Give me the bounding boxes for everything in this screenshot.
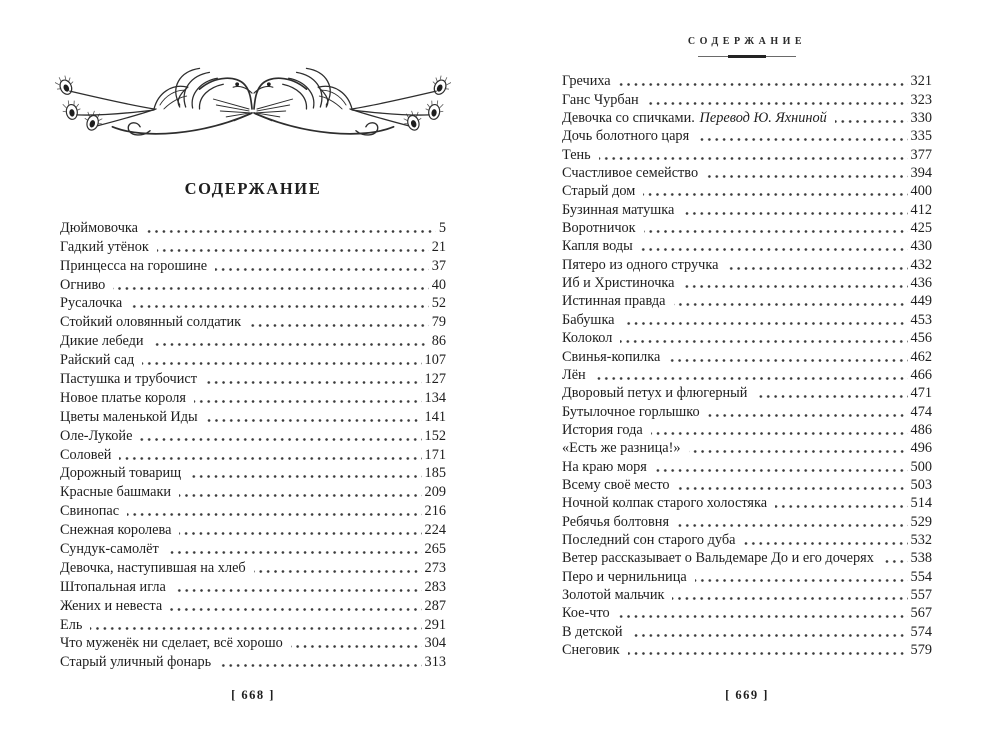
leader-dots <box>152 343 429 346</box>
entry-title: «Есть же разница!» <box>562 440 681 457</box>
leader-dots <box>157 249 429 252</box>
entry-page-number: 574 <box>910 623 932 640</box>
leader-dots <box>618 615 908 618</box>
entry-page-number: 330 <box>910 110 932 127</box>
toc-entry <box>562 439 932 457</box>
page-number-right: [ 669 ] <box>725 688 769 702</box>
toc-entry <box>562 384 932 402</box>
leader-dots <box>689 450 908 453</box>
toc-entry <box>562 274 932 292</box>
toc-entry <box>60 464 446 483</box>
entry-title: Дорожный товарищ <box>60 465 182 482</box>
toc-entry <box>562 402 932 420</box>
leader-dots <box>215 268 429 271</box>
leader-dots <box>775 505 907 508</box>
entry-title: Русалочка <box>60 295 123 312</box>
entry-title: Иб и Христиночка <box>562 275 675 292</box>
leader-dots <box>697 138 907 141</box>
entry-title: Цветы маленькой Иды <box>60 408 198 425</box>
leader-dots <box>628 652 908 655</box>
entry-title: Старый уличный фонарь <box>60 654 212 671</box>
entry-page-number: 377 <box>910 146 932 163</box>
entry-title: Штопальная игла <box>60 578 166 595</box>
entry-page-number: 579 <box>910 642 932 658</box>
entry-title: Снеговик <box>562 642 620 658</box>
toc-entry <box>60 577 446 596</box>
toc-entry <box>60 596 446 615</box>
entry-page-number: 496 <box>910 440 932 457</box>
entry-title: Девочка со спичками. <box>562 110 695 127</box>
entry-page-number: 291 <box>424 616 446 633</box>
entry-title: Счастливое семейство <box>562 165 699 182</box>
entry-title: Истинная правда <box>562 293 666 310</box>
toc-entry <box>562 421 932 439</box>
leader-dots <box>668 359 907 362</box>
leader-dots <box>179 494 421 497</box>
toc-entry <box>60 350 446 369</box>
toc-entry <box>562 567 932 585</box>
entry-title: Дикие лебеди <box>60 333 144 350</box>
right-page <box>562 0 932 750</box>
leader-dots <box>249 324 429 327</box>
leader-dots <box>594 377 908 380</box>
page-number-left: [ 668 ] <box>231 688 275 702</box>
leader-dots <box>113 287 428 290</box>
entry-page-number: 449 <box>910 293 932 310</box>
toc-entry <box>562 310 932 328</box>
toc-entry <box>562 219 932 237</box>
toc-entry <box>562 164 932 182</box>
entry-page-number: 209 <box>424 484 446 501</box>
leader-dots <box>194 400 422 403</box>
leader-dots <box>651 432 908 435</box>
entry-page-number: 313 <box>424 654 446 671</box>
entry-title: Дворовый петух и флюгерный <box>562 385 748 402</box>
toc-entry <box>60 294 446 313</box>
entry-page-number: 5 <box>438 219 446 236</box>
toc-entry <box>60 388 446 407</box>
toc-entry <box>562 604 932 622</box>
entry-title: Колокол <box>562 330 613 347</box>
running-head: СОДЕРЖАНИЕ <box>687 36 807 47</box>
entry-title: Новое платье короля <box>60 389 187 406</box>
entry-title: Воротничок <box>562 220 636 237</box>
leader-dots <box>695 579 908 582</box>
entry-title: Тень <box>562 146 591 163</box>
entry-page-number: 456 <box>910 330 932 347</box>
entry-title: Последний сон старого дуба <box>562 531 736 548</box>
entry-page-number: 554 <box>910 568 932 585</box>
leader-dots <box>882 560 908 563</box>
entry-page-number: 287 <box>424 597 446 614</box>
leader-dots <box>291 645 422 648</box>
entry-title: Бузинная матушка <box>562 201 675 218</box>
leader-dots <box>127 513 421 516</box>
entry-title: Пастушка и трубочист <box>60 371 197 388</box>
leader-dots <box>146 230 436 233</box>
leader-dots <box>189 475 421 478</box>
entry-page-number: 432 <box>910 256 932 273</box>
toc-entry <box>60 426 446 445</box>
leader-dots <box>743 542 907 545</box>
entry-page-number: 462 <box>910 348 932 365</box>
entry-title: Девочка, наступившая на хлеб <box>60 559 246 576</box>
leader-dots <box>708 414 908 417</box>
entry-title: Дочь болотного царя <box>562 128 690 145</box>
toc-entry <box>562 145 932 163</box>
leader-dots <box>672 597 907 600</box>
leader-dots <box>655 469 908 472</box>
toc-entry <box>562 292 932 310</box>
entry-page-number: 79 <box>431 314 446 331</box>
leader-dots <box>140 438 421 441</box>
entry-title: Свинопас <box>60 503 120 520</box>
toc-entry <box>60 482 446 501</box>
entry-title: Пятеро из одного стручка <box>562 256 719 273</box>
toc-entry <box>60 501 446 520</box>
entry-page-number: 21 <box>431 238 446 255</box>
running-head-rule <box>698 55 796 58</box>
entry-page-number: 503 <box>910 476 932 493</box>
entry-title: История года <box>562 421 643 438</box>
leader-dots <box>254 570 422 573</box>
toc-entry <box>562 90 932 108</box>
entry-page-number: 52 <box>431 295 446 312</box>
leader-dots <box>167 551 422 554</box>
toc-entry <box>60 237 446 256</box>
entry-page-number: 471 <box>910 385 932 402</box>
toc-entry <box>562 549 932 567</box>
toc-entry <box>562 255 932 273</box>
leader-dots <box>706 175 907 178</box>
entry-page-number: 283 <box>424 578 446 595</box>
entry-title: Золотой мальчик <box>562 586 665 603</box>
entry-title: Оле-Лукойе <box>60 427 133 444</box>
toc-entry <box>60 615 446 634</box>
leader-dots <box>755 395 907 398</box>
entry-title: Снежная королева <box>60 522 172 539</box>
entry-title: Сундук-самолёт <box>60 541 159 558</box>
entry-page-number: 529 <box>910 513 932 530</box>
entry-title: Огниво <box>60 276 106 293</box>
leader-dots <box>674 303 908 306</box>
leader-dots <box>620 340 907 343</box>
entry-page-number: 394 <box>910 165 932 182</box>
leader-dots <box>170 608 421 611</box>
toc-entry <box>562 366 932 384</box>
entry-title: Лён <box>562 366 586 383</box>
toc-entry <box>60 520 446 539</box>
entry-page-number: 141 <box>424 408 446 425</box>
entry-page-number: 107 <box>424 352 446 369</box>
entry-translator-note: Перевод Ю. Яхниной <box>699 110 827 127</box>
leader-dots <box>130 305 428 308</box>
entry-title: Райский сад <box>60 352 135 369</box>
entry-page-number: 500 <box>910 458 932 475</box>
entry-title: На краю моря <box>562 458 647 475</box>
leader-dots <box>619 83 908 86</box>
entry-page-number: 224 <box>424 522 446 539</box>
leader-dots <box>677 524 908 527</box>
toc-entry <box>562 200 932 218</box>
entry-title: Соловей <box>60 446 112 463</box>
entry-title: Капля воды <box>562 238 633 255</box>
leader-dots <box>623 322 908 325</box>
leader-dots <box>174 589 422 592</box>
entry-page-number: 412 <box>910 201 932 218</box>
entry-page-number: 532 <box>910 531 932 548</box>
toc-entry <box>562 237 932 255</box>
entry-title: Старый дом <box>562 183 636 200</box>
contents-title: СОДЕРЖАНИЕ <box>184 179 322 198</box>
leader-dots <box>678 487 908 490</box>
leader-dots <box>219 664 421 667</box>
entry-page-number: 538 <box>910 550 932 567</box>
entry-page-number: 86 <box>431 333 446 350</box>
toc-entry <box>60 445 446 464</box>
toc-entry <box>60 558 446 577</box>
toc-entry <box>60 407 446 426</box>
entry-title: Стойкий оловянный солдатик <box>60 314 242 331</box>
entry-title: Кое-что <box>562 605 610 622</box>
entry-title: Всему своё место <box>562 476 670 493</box>
leader-dots <box>142 362 421 365</box>
entry-page-number: 37 <box>431 257 446 274</box>
entry-page-number: 466 <box>910 366 932 383</box>
entry-page-number: 425 <box>910 220 932 237</box>
toc-entry <box>562 494 932 512</box>
entry-title: Жених и невеста <box>60 597 163 614</box>
leader-dots <box>835 120 908 123</box>
entry-page-number: 335 <box>910 128 932 145</box>
leader-dots <box>206 419 422 422</box>
leader-dots <box>205 381 422 384</box>
entry-title: Бутылочное горлышко <box>562 403 700 420</box>
leader-dots <box>726 267 907 270</box>
toc-entry <box>60 218 446 237</box>
entry-title: Ель <box>60 616 83 633</box>
entry-title: В детской <box>562 623 623 640</box>
entry-page-number: 474 <box>910 403 932 420</box>
leader-dots <box>641 248 908 251</box>
entry-page-number: 152 <box>424 427 446 444</box>
left-page <box>60 0 446 750</box>
entry-page-number: 171 <box>424 446 446 463</box>
entry-page-number: 323 <box>910 91 932 108</box>
toc-entry <box>60 275 446 294</box>
toc-entry <box>60 312 446 331</box>
entry-page-number: 557 <box>910 586 932 603</box>
entry-title: Бабушка <box>562 311 615 328</box>
entry-page-number: 567 <box>910 605 932 622</box>
entry-title: Перо и чернильница <box>562 568 687 585</box>
entry-page-number: 134 <box>424 389 446 406</box>
toc-list-right <box>562 72 932 659</box>
leader-dots <box>179 532 421 535</box>
entry-title: Принцесса на горошине <box>60 257 208 274</box>
toc-entry <box>562 512 932 530</box>
entry-page-number: 430 <box>910 238 932 255</box>
entry-page-number: 321 <box>910 73 932 90</box>
entry-page-number: 453 <box>910 311 932 328</box>
toc-list-left <box>60 218 446 671</box>
toc-entry <box>60 634 446 653</box>
toc-entry <box>562 586 932 604</box>
entry-title: Дюймовочка <box>60 219 138 236</box>
entry-page-number: 436 <box>910 275 932 292</box>
entry-page-number: 400 <box>910 183 932 200</box>
toc-entry <box>60 256 446 275</box>
entry-page-number: 127 <box>424 371 446 388</box>
entry-page-number: 216 <box>424 503 446 520</box>
toc-entry <box>562 457 932 475</box>
entry-page-number: 273 <box>424 559 446 576</box>
toc-entry <box>562 127 932 145</box>
toc-entry <box>60 331 446 350</box>
leader-dots <box>90 627 421 630</box>
entry-title: Гадкий утёнок <box>60 238 149 255</box>
entry-title: Свинья-копилка <box>562 348 661 365</box>
leader-dots <box>682 285 907 288</box>
leader-dots <box>643 193 907 196</box>
entry-page-number: 486 <box>910 421 932 438</box>
toc-entry <box>562 622 932 640</box>
toc-entry <box>562 641 932 659</box>
leader-dots <box>644 230 908 233</box>
entry-page-number: 185 <box>424 465 446 482</box>
entry-page-number: 265 <box>424 541 446 558</box>
headpiece-ornament-icon <box>55 63 451 149</box>
toc-entry <box>562 476 932 494</box>
entry-title: Ветер рассказывает о Вальдемаре До и его дочерях <box>562 550 874 567</box>
toc-entry <box>562 531 932 549</box>
entry-title: Ночной колпак старого холостяка <box>562 495 768 512</box>
entry-title: Гречиха <box>562 73 611 90</box>
toc-entry <box>562 72 932 90</box>
entry-title: Ребячья болтовня <box>562 513 670 530</box>
toc-entry <box>562 347 932 365</box>
leader-dots <box>599 157 908 160</box>
leader-dots <box>631 634 908 637</box>
toc-entry <box>60 369 446 388</box>
toc-entry <box>562 329 932 347</box>
entry-page-number: 514 <box>910 495 932 512</box>
entry-page-number: 40 <box>431 276 446 293</box>
entry-title: Ганс Чурбан <box>562 91 639 108</box>
toc-entry <box>60 652 446 671</box>
toc-entry <box>562 182 932 200</box>
leader-dots <box>682 212 907 215</box>
toc-entry <box>60 539 446 558</box>
toc-entry <box>562 109 932 127</box>
entry-title: Что муженёк ни сделает, всё хорошо <box>60 635 283 652</box>
leader-dots <box>647 102 908 105</box>
entry-title: Красные башмаки <box>60 484 172 501</box>
entry-page-number: 304 <box>424 635 446 652</box>
leader-dots <box>119 457 421 460</box>
